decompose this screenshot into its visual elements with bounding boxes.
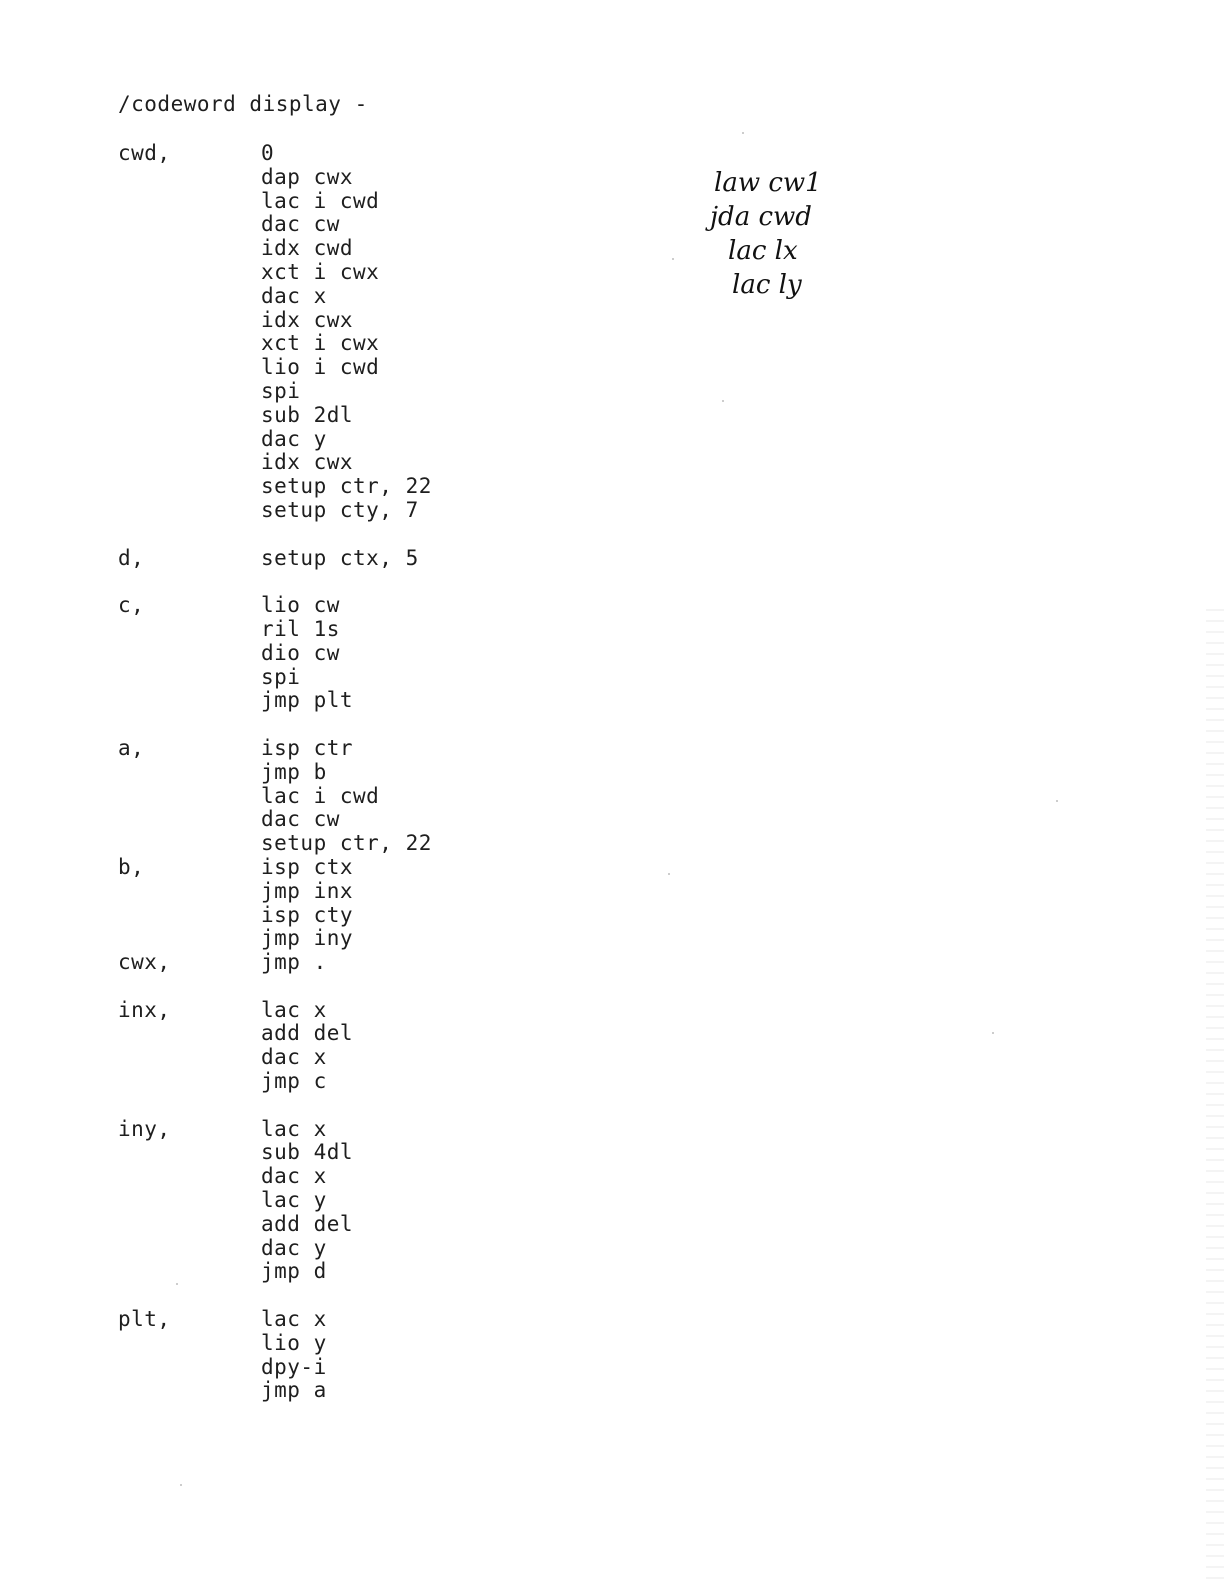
- code-line: [118, 666, 638, 690]
- code-line: [118, 404, 638, 428]
- code-instruction: setup ctx, 5: [261, 545, 419, 570]
- code-instruction: lio cw: [261, 593, 340, 618]
- code-line: [118, 237, 638, 261]
- code-line: [118, 1308, 638, 1332]
- code-instruction: jmp b: [261, 759, 327, 784]
- code-line: [118, 475, 638, 499]
- blank-line: [118, 523, 638, 547]
- code-line: [118, 951, 638, 975]
- code-instruction: add del: [261, 1211, 354, 1236]
- code-instruction: dac x: [261, 1164, 327, 1189]
- blank-line: [118, 713, 638, 737]
- code-line: [118, 761, 638, 785]
- blank-line: [118, 1284, 638, 1308]
- code-instruction: lac i cwd: [261, 783, 380, 808]
- code-line: [118, 618, 638, 642]
- code-line: [118, 380, 638, 404]
- code-instruction: lio i cwd: [261, 355, 380, 380]
- paper-speck: [722, 400, 724, 402]
- code-line: [118, 856, 638, 880]
- code-instruction: lac i cwd: [261, 188, 380, 213]
- paper-speck: [1056, 800, 1058, 802]
- paper-speck: [180, 1484, 182, 1486]
- code-line: [118, 499, 638, 523]
- code-line: [118, 1189, 638, 1213]
- code-line: [118, 1022, 638, 1046]
- code-instruction: dac cw: [261, 807, 340, 832]
- code-line: [118, 142, 638, 166]
- code-instruction: isp ctx: [261, 854, 354, 879]
- code-line: [118, 332, 638, 356]
- code-instruction: setup ctr, 22: [261, 474, 432, 499]
- code-line: [118, 261, 638, 285]
- code-instruction: idx cwd: [261, 236, 354, 261]
- code-instruction: setup cty, 7: [261, 497, 419, 522]
- code-instruction: 0: [261, 141, 275, 165]
- code-line: [118, 213, 638, 237]
- code-instruction: dpy-i: [261, 1354, 327, 1379]
- code-instruction: ril 1s: [261, 616, 340, 641]
- code-label: iny,: [118, 1116, 171, 1141]
- code-instruction: dac x: [261, 283, 327, 308]
- code-instruction: xct i cwx: [261, 259, 380, 284]
- code-label: b,: [118, 854, 145, 879]
- code-instruction: jmp plt: [261, 688, 354, 713]
- blank-line: [118, 570, 638, 594]
- code-line: [118, 1165, 638, 1189]
- code-line: [118, 1213, 638, 1237]
- code-instruction: setup ctr, 22: [261, 831, 432, 856]
- code-line: [118, 547, 638, 571]
- code-instruction: dac y: [261, 1235, 327, 1260]
- blank-line: [118, 1094, 638, 1118]
- code-instruction: isp ctr: [261, 735, 354, 760]
- code-line: [118, 428, 638, 452]
- handwritten-notes: [710, 166, 910, 302]
- code-line: [118, 1118, 638, 1142]
- paper-speck: [742, 132, 744, 134]
- code-instruction: spi: [261, 664, 301, 689]
- code-line: [118, 309, 638, 333]
- code-instruction: idx cwx: [261, 450, 354, 475]
- code-label: d,: [118, 545, 145, 570]
- code-instruction: jmp c: [261, 1069, 327, 1094]
- code-instruction: add del: [261, 1021, 354, 1046]
- handwritten-note: lac lx: [728, 236, 798, 266]
- code-line: [118, 1237, 638, 1261]
- code-instruction: sub 4dl: [261, 1140, 354, 1165]
- code-line: [118, 785, 638, 809]
- code-label: a,: [118, 735, 145, 760]
- code-line: [118, 1141, 638, 1165]
- code-line: [118, 999, 638, 1023]
- code-line: [118, 451, 638, 475]
- code-instruction: lac x: [261, 997, 327, 1022]
- code-line: [118, 1332, 638, 1356]
- paper-speck: [668, 873, 670, 875]
- code-instruction: lac x: [261, 1116, 327, 1141]
- code-line: [118, 1046, 638, 1070]
- paper-speck: [992, 1032, 994, 1034]
- code-instruction: lac y: [261, 1188, 327, 1213]
- code-line: [118, 927, 638, 951]
- code-line: [118, 1356, 638, 1380]
- blank-line: [118, 975, 638, 999]
- scan-edge-shadow: [1206, 600, 1224, 1584]
- code-label: plt,: [118, 1307, 171, 1332]
- code-instruction: spi: [261, 378, 301, 403]
- code-line: [118, 832, 638, 856]
- code-instruction: dap cwx: [261, 164, 354, 189]
- code-instruction: jmp a: [261, 1378, 327, 1403]
- code-line: [118, 1379, 638, 1403]
- code-line: [118, 1260, 638, 1284]
- code-line: [118, 642, 638, 666]
- code-line: [118, 1070, 638, 1094]
- code-line: [118, 285, 638, 309]
- code-instruction: jmp d: [261, 1259, 327, 1284]
- code-line: [118, 880, 638, 904]
- code-line: [118, 356, 638, 380]
- code-instruction: dac cw: [261, 212, 340, 237]
- code-instruction: jmp inx: [261, 878, 354, 903]
- code-label: c,: [118, 593, 145, 618]
- code-label: cwd,: [118, 141, 171, 165]
- code-instruction: jmp .: [261, 950, 327, 975]
- code-line: [118, 166, 638, 190]
- code-line: [118, 594, 638, 618]
- code-instruction: xct i cwx: [261, 331, 380, 356]
- handwritten-note: law cw1: [714, 168, 822, 198]
- code-instruction: lac x: [261, 1307, 327, 1332]
- code-instruction: idx cwx: [261, 307, 354, 332]
- page-title: /codeword display -: [118, 92, 368, 116]
- code-instruction: dio cw: [261, 640, 340, 665]
- handwritten-note: jda cwd: [710, 202, 812, 232]
- code-instruction: jmp iny: [261, 926, 354, 951]
- code-instruction: isp cty: [261, 902, 354, 927]
- code-instruction: dac x: [261, 1045, 327, 1070]
- code-instruction: sub 2dl: [261, 402, 354, 427]
- code-instruction: dac y: [261, 426, 327, 451]
- paper-speck: [672, 258, 674, 260]
- code-line: [118, 737, 638, 761]
- assembly-listing: [118, 142, 638, 1403]
- code-line: [118, 904, 638, 928]
- code-line: [118, 190, 638, 214]
- code-label: inx,: [118, 997, 171, 1022]
- code-line: [118, 808, 638, 832]
- code-instruction: lio y: [261, 1330, 327, 1355]
- handwritten-note: lac ly: [732, 270, 802, 300]
- code-line: [118, 689, 638, 713]
- paper-speck: [176, 1283, 178, 1285]
- code-label: cwx,: [118, 950, 171, 975]
